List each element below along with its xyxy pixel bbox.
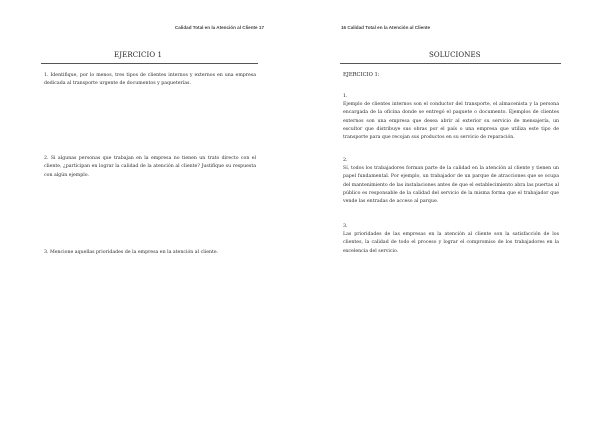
- right-page: [300, 0, 600, 423]
- running-header: Calidad Total en la Atención al Cliente 17: [174, 25, 264, 30]
- answer-number-2: 2.: [343, 158, 348, 163]
- page-title: SOLUCIONES: [429, 51, 481, 59]
- solutions-section-heading: EJERCICIO 1:: [343, 72, 380, 78]
- answer-text-2: Sí, todos los trabajadores forman parte de la calidad en la atención al cliente y tienen un papel fundamental. Por ejemplo, un trabajador de un parque de atracciones que se ocupa del mantenimiento de las instalaciones antes de que el establecimiento abra las puertas al público es responsable de la calidad del servicio de la misma forma que el trabajador que vende las entradas de acceso al parque.: [343, 166, 559, 205]
- answer-number-3: 3.: [343, 224, 348, 229]
- answer-number-1: 1.: [343, 94, 348, 99]
- page-title: EJERCICIO 1: [114, 51, 163, 59]
- exercise-question-2: 2. Si algunas personas que trabajan en la empresa no tienen un trato directo con el cliente, ¿participan en lograr la calidad de la atención al cliente? Justifique su respuesta con algún ejemplo.: [44, 156, 256, 178]
- exercise-question-3: 3. Mencione aquellas prioridades de la empresa en la atención al cliente.: [44, 250, 219, 255]
- title-rule: [340, 63, 561, 64]
- running-header: 16 Calidad Total en la Atención al Cliente: [341, 25, 431, 30]
- answer-text-3: Las prioridades de las empresas en la atención al cliente son la satisfacción de los clientes, la calidad de todo el proceso y lograr el compromiso de los trabajadores en la excelencia del servicio.: [343, 232, 559, 254]
- exercise-question-1: 1. Identifique, por lo menos, tres tipos de clientes internos y externos en una empresa dedicada al transporte urgente de documentos y paqueterías.: [44, 73, 256, 87]
- answer-text-1: Ejemplo de clientes internos son el conductor del transporte, el almacenista y la persona encargada de la oficina donde se entregó el paquete o documento. Ejemplos de clientes externos son una empresa que desea abrir al exterior su servicio de mensajería, un escultor que distribuye sus obras por el país o una empresa que utiliza este tipo de transporte para que recojan sus productos en su servicio de reparación.: [343, 102, 559, 141]
- title-rule: [41, 63, 258, 64]
